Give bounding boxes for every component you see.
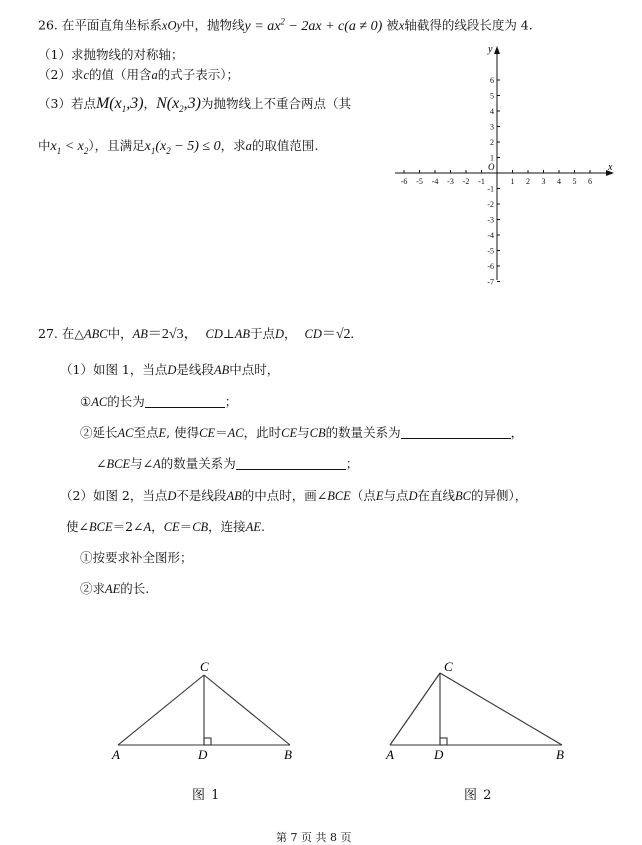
x-axis-label: x [608,162,613,173]
x-tick-label: -5 [416,177,423,186]
q27-part2-i: ①按要求补全图形； [80,550,193,565]
coordinate-axes [390,40,620,285]
q26-number: 26. [38,17,58,33]
answer-blank-ac[interactable] [145,395,225,408]
x-tick-label: 4 [557,177,561,186]
y-tick-label: 1 [490,153,494,163]
y-tick-label: -2 [487,200,494,209]
y-axis-label: y [488,44,493,55]
fig1-label-c: C [200,659,209,674]
x-tick-label: -1 [478,177,485,186]
fig1-label-d: D [198,747,208,762]
y-tick-label: -3 [487,215,494,225]
x-tick-label: -3 [447,177,454,186]
q27-part1-ii: ②延长AC至点E, 使得CE＝AC，此时CE与CB的数量关系为 ， [80,425,524,440]
q27-stem: 27. 在△ABC中，AB＝2√3， CD⊥AB于点D， CD＝√2. [38,326,355,342]
q27-part1: （1）如图 1，当点D是线段AB中点时， [60,362,280,377]
answer-blank-angle[interactable] [236,457,346,470]
y-tick-label: -6 [487,262,494,271]
x-tick-label: 1 [510,177,515,186]
parabola-equation: $y = ax^2 - 2ax + c(a \ne 0)$ [244,16,383,34]
origin-label: O [488,162,495,172]
fig1-label-b: B [284,747,292,762]
y-tick-label: -4 [487,231,494,240]
fig2-label-d: D [434,747,444,762]
x-tick-label: -2 [462,177,470,186]
x-tick-label: -4 [431,177,439,186]
page-footer: 第 7 页 共 8 页 [276,831,352,844]
x-tick-label: -6 [400,177,408,186]
q27-part2: （2）如图 2，当点D不是线段AB的中点时，画∠BCE（点E与点D在直线BC的异侧）， [60,488,528,503]
y-tick-label: 4 [490,107,494,116]
x-tick-label: 6 [588,177,592,186]
q26-stem: 26. 在平面直角坐标系xOy中，抛物线$y = ax^2 - 2ax + c(a \ne 0)$ 被x轴截得的线段长度为 4. [38,16,533,34]
figure-2-caption: 图 2 [464,788,493,803]
q26-part2: （2）求c的值（用含a的式子表示）； [38,67,240,82]
figure-1 [108,655,303,765]
answer-blank-ce-cb[interactable] [401,426,511,439]
fig2-label-c: C [444,659,453,674]
figure-2 [380,655,575,765]
fig1-label-a: A [112,747,120,762]
y-tick-label: -1 [487,184,494,194]
y-tick-label: 2 [490,138,494,147]
y-tick-label: -5 [487,246,494,256]
figure-1-caption: 图 1 [192,788,221,803]
q26-part3-line2: 中$x_1 < x_2$），且满足$x_1(x_2 - 5) \le 0$，求a的取值范围. [38,138,319,156]
y-tick-label: 3 [490,122,494,132]
q27-number: 27. [38,326,58,341]
q27-part1-iii: ∠BCE与∠A的数量关系为 ； [96,456,359,471]
fig2-label-a: A [386,747,394,762]
q27-part1-i: ①AC的长为 ； [80,394,238,409]
y-tick-label: -7 [487,277,494,285]
q26-part1: （1）求抛物线的对称轴； [38,47,184,62]
x-tick-label: 3 [541,177,546,186]
q27-part2-ii: ②求AE的长. [80,581,150,596]
fig2-label-b: B [556,747,564,762]
x-tick-label: 5 [572,177,577,186]
q27-part2-cond: 使∠BCE＝2∠A，CE＝CB，连接AE. [66,519,265,534]
q26-part3-line1: （3）若点$M(x_1,3)$，$N(x_2,3)$为抛物线上不重合两点（其 [38,95,352,115]
y-tick-label: 6 [490,76,494,85]
x-tick-label: 2 [526,177,530,186]
y-tick-label: 5 [490,91,494,101]
